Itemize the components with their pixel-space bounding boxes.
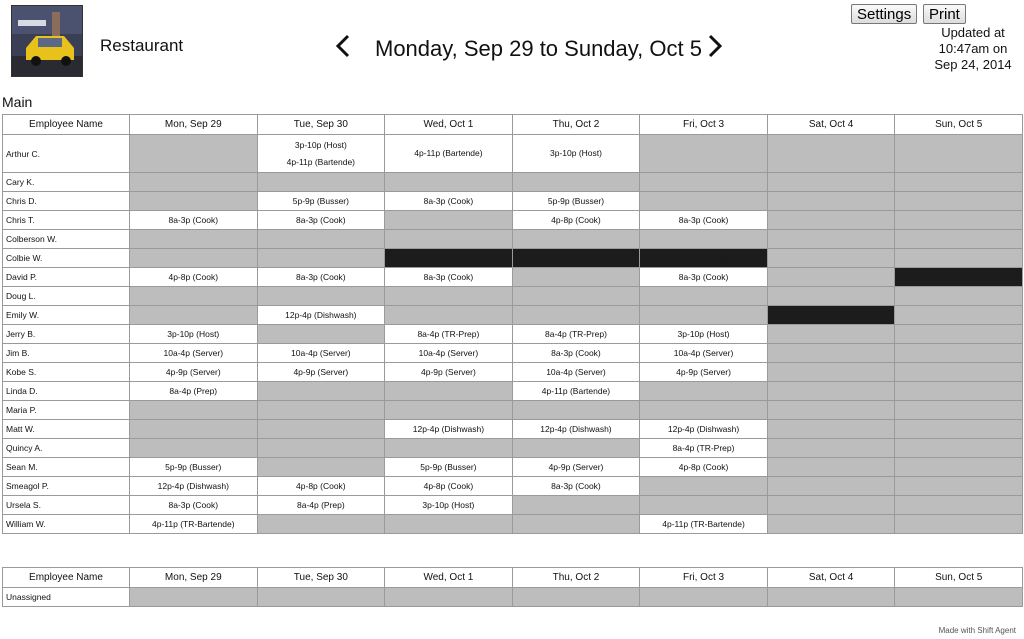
section-title: Main [2,94,33,110]
employee-name: Maria P. [3,401,130,420]
shift-cell[interactable] [385,325,513,344]
date-range-title: Monday, Sep 29 to Sunday, Oct 5 [375,36,702,61]
empty-cell[interactable] [257,382,385,401]
column-header-day: Sun, Oct 5 [895,568,1023,588]
column-header-day: Tue, Sep 30 [257,568,385,588]
empty-cell[interactable] [385,515,513,534]
empty-cell[interactable] [895,496,1023,515]
empty-cell[interactable] [512,230,640,249]
employee-row [3,401,1023,420]
empty-cell[interactable] [767,230,895,249]
employee-row [3,287,1023,306]
shift-cell[interactable] [130,268,258,287]
empty-cell[interactable] [895,325,1023,344]
column-header-day: Thu, Oct 2 [512,568,640,588]
empty-cell[interactable] [895,306,1023,325]
unavailable-cell[interactable] [895,268,1023,287]
shift-cell[interactable] [385,344,513,363]
empty-cell[interactable] [767,173,895,192]
empty-cell[interactable] [767,363,895,382]
empty-cell[interactable] [640,135,768,173]
empty-cell[interactable] [895,135,1023,173]
shift-label: 8a-4p (Prep) [296,499,345,510]
employee-row [3,344,1023,363]
empty-cell[interactable] [895,230,1023,249]
shift-cell[interactable] [385,268,513,287]
updated-timestamp [930,25,1016,73]
employee-row [3,135,1023,173]
shift-cell[interactable] [640,363,768,382]
empty-cell[interactable] [130,439,258,458]
empty-cell[interactable] [895,477,1023,496]
employee-name: Arthur C. [3,135,130,173]
column-header-day: Fri, Oct 3 [640,115,768,135]
empty-cell[interactable] [767,588,895,607]
empty-cell[interactable] [895,344,1023,363]
employee-row [3,382,1023,401]
shift-cell[interactable] [512,458,640,477]
employee-name: Sean M. [3,458,130,477]
empty-cell[interactable] [385,211,513,230]
employee-row [3,230,1023,249]
empty-cell[interactable] [767,249,895,268]
employee-row [3,268,1023,287]
shift-cell[interactable] [257,192,385,211]
shift-cell[interactable] [640,458,768,477]
employee-row [3,306,1023,325]
empty-cell[interactable] [895,249,1023,268]
empty-cell[interactable] [512,588,640,607]
empty-cell[interactable] [257,173,385,192]
shift-label: 4p-9p (Server) [676,366,731,377]
shift-label: 12p-4p (Dishwash) [667,423,740,434]
shift-label: 10a-4p (Server) [418,347,479,358]
shift-cell[interactable] [257,363,385,382]
shift-label: 8a-4p (TR-Prep) [417,328,480,339]
column-header-day: Sat, Oct 4 [767,115,895,135]
shift-label: 3p-10p (Host) [294,139,347,150]
empty-cell[interactable] [257,325,385,344]
empty-cell[interactable] [895,192,1023,211]
empty-cell[interactable] [895,382,1023,401]
shift-label: 8a-3p (Cook) [423,271,474,282]
empty-cell[interactable] [767,401,895,420]
empty-cell[interactable] [130,249,258,268]
shift-label: 8a-3p (Cook) [423,195,474,206]
empty-cell[interactable] [640,306,768,325]
unassigned-label: Unassigned [3,588,130,607]
print-button[interactable]: Print [923,4,966,24]
column-header-day: Thu, Oct 2 [512,115,640,135]
employee-name: Emily W. [3,306,130,325]
empty-cell[interactable] [385,230,513,249]
shift-cell[interactable] [130,496,258,515]
empty-cell[interactable] [257,439,385,458]
empty-cell[interactable] [257,230,385,249]
shift-label: 10a-4p (Server) [546,366,606,377]
column-header-employee: Employee Name [3,115,130,135]
shift-cell[interactable] [512,477,640,496]
unassigned-table [2,567,1023,607]
shift-cell[interactable] [385,458,513,477]
employee-row [3,249,1023,268]
shift-label: 5p-9p (Busser) [165,461,222,472]
empty-cell[interactable] [767,211,895,230]
shift-label: 4p-8p (Cook) [168,271,219,282]
column-header-day: Sat, Oct 4 [767,568,895,588]
shift-cell[interactable] [512,192,640,211]
column-header-day: Wed, Oct 1 [385,115,513,135]
footer-credit: Made with Shift Agent [938,626,1016,635]
empty-cell[interactable] [130,401,258,420]
empty-cell[interactable] [640,382,768,401]
shift-label: 4p-8p (Cook) [296,480,346,491]
shift-cell[interactable] [512,420,640,439]
employee-name: Doug L. [3,287,130,306]
shift-label: 8a-3p (Cook) [296,271,346,282]
shift-label: 4p-9p (Server) [165,366,221,377]
column-header-employee: Employee Name [3,568,130,588]
shift-label: 3p-10p (Host) [677,328,730,339]
empty-cell[interactable] [257,515,385,534]
employee-name: Jim B. [3,344,130,363]
unavailable-cell[interactable] [512,249,640,268]
employee-row [3,211,1023,230]
shift-cell[interactable] [640,211,768,230]
restaurant-logo [11,5,83,77]
empty-cell[interactable] [895,515,1023,534]
shift-label: 12p-4p (Dishwash) [285,309,357,320]
schedule-header-row [3,115,1023,135]
unavailable-cell[interactable] [385,249,513,268]
shift-label: 8a-3p (Cook) [168,499,219,510]
employee-row [3,439,1023,458]
employee-name: Chris T. [3,211,130,230]
shift-cell[interactable] [257,211,385,230]
settings-button[interactable]: Settings [851,4,917,24]
shift-cell[interactable] [385,135,513,173]
empty-cell[interactable] [767,515,895,534]
employee-name: Linda D. [3,382,130,401]
shift-cell[interactable] [512,363,640,382]
shift-label: 8a-3p (Cook) [551,347,601,358]
empty-cell[interactable] [512,173,640,192]
unassigned-header-row [3,568,1023,588]
empty-cell[interactable] [767,496,895,515]
empty-cell[interactable] [512,496,640,515]
empty-cell[interactable] [767,325,895,344]
shift-label: 12p-4p (Dishwash) [540,423,612,434]
empty-cell[interactable] [385,439,513,458]
empty-cell[interactable] [385,382,513,401]
shift-cell[interactable] [130,458,258,477]
unavailable-cell[interactable] [767,306,895,325]
shift-cell[interactable] [257,344,385,363]
employee-name: David P. [3,268,130,287]
employee-row [3,496,1023,515]
shift-label: 8a-3p (Cook) [296,214,346,225]
empty-cell[interactable] [130,173,258,192]
empty-cell[interactable] [895,420,1023,439]
shift-cell[interactable] [640,249,768,268]
shift-cell[interactable] [257,496,385,515]
updated-line-1: Updated at [941,25,1005,40]
empty-cell[interactable] [512,306,640,325]
empty-cell[interactable] [385,401,513,420]
column-header-day: Wed, Oct 1 [385,568,513,588]
empty-cell[interactable] [385,306,513,325]
shift-label: 4p-8p (Cook) [551,214,601,225]
empty-cell[interactable] [257,458,385,477]
column-header-day: Mon, Sep 29 [130,568,258,588]
employee-name: Smeagol P. [3,477,130,496]
shift-cell[interactable] [130,477,258,496]
empty-cell[interactable] [130,135,258,173]
next-week-button[interactable] [706,33,724,59]
empty-cell[interactable] [130,420,258,439]
shift-cell[interactable] [512,382,640,401]
shift-cell[interactable] [640,325,768,344]
chevron-left-icon [334,33,352,59]
shift-label: 8a-3p (Cook) [678,271,729,282]
employee-row [3,515,1023,534]
empty-cell[interactable] [767,477,895,496]
empty-cell[interactable] [130,192,258,211]
shift-label: 10a-4p (Server) [291,347,351,358]
shift-label: 4p-9p (Server) [293,366,349,377]
empty-cell[interactable] [130,230,258,249]
shift-label: 4p-11p (Bartende) [286,156,356,167]
empty-cell[interactable] [257,588,385,607]
shift-cell[interactable] [385,477,513,496]
shift-label: 8a-4p (Prep) [169,385,218,396]
empty-cell[interactable] [895,211,1023,230]
shift-label: 8a-3p (Cook) [678,214,729,225]
shift-cell[interactable] [640,515,768,534]
shift-label: 12p-4p (Dishwash) [157,480,229,491]
schedule-table [2,114,1023,534]
shift-label: 3p-10p (Host) [422,499,475,510]
shift-label: 10a-4p (Server) [163,347,224,358]
empty-cell[interactable] [767,192,895,211]
employee-name: Colberson W. [3,230,130,249]
shift-label: 12p-4p (Dishwash) [412,423,485,434]
employee-name: Quincy A. [3,439,130,458]
empty-cell[interactable] [895,287,1023,306]
shift-cell[interactable] [130,515,258,534]
shift-cell[interactable] [130,344,258,363]
shift-cell[interactable] [512,135,640,173]
empty-cell[interactable] [767,458,895,477]
shift-label: 4p-8p (Cook) [423,480,474,491]
shift-cell[interactable] [257,268,385,287]
empty-cell[interactable] [895,363,1023,382]
restaurant-name: Restaurant [100,36,184,55]
employee-row [3,477,1023,496]
updated-line-3: Sep 24, 2014 [934,57,1012,72]
shift-cell[interactable] [640,439,768,458]
shift-label: 4p-8p (Cook) [678,461,729,472]
shift-label: 8a-3p (Cook) [168,214,219,225]
shift-label: 4p-11p (Bartende) [414,148,483,158]
employee-row [3,192,1023,211]
employee-name: William W. [3,515,130,534]
empty-cell[interactable] [767,268,895,287]
empty-cell[interactable] [640,230,768,249]
empty-cell[interactable] [640,287,768,306]
shift-label: 8a-4p (TR-Prep) [672,442,735,453]
empty-cell[interactable] [512,401,640,420]
empty-cell[interactable] [640,588,768,607]
empty-cell[interactable] [895,458,1023,477]
column-header-day: Tue, Sep 30 [257,115,385,135]
shift-label: 8a-4p (TR-Prep) [545,328,607,339]
shift-cell[interactable] [640,268,768,287]
empty-cell[interactable] [767,439,895,458]
empty-cell[interactable] [895,173,1023,192]
employee-name: Chris D. [3,192,130,211]
empty-cell[interactable] [640,401,768,420]
shift-cell[interactable] [130,325,258,344]
shift-label: 10a-4p (Server) [673,347,734,358]
prev-week-button[interactable] [334,33,352,59]
shift-label: 4p-11p (TR-Bartende) [152,518,235,529]
shift-label: 8a-3p (Cook) [551,480,601,491]
shift-label: 5p-9p (Busser) [547,195,605,206]
empty-cell[interactable] [257,249,385,268]
empty-cell[interactable] [512,268,640,287]
empty-cell[interactable] [385,287,513,306]
empty-cell[interactable] [895,401,1023,420]
shift-cell[interactable] [640,344,768,363]
empty-cell[interactable] [130,306,258,325]
shift-cell[interactable] [640,420,768,439]
empty-cell[interactable] [512,287,640,306]
empty-cell[interactable] [257,401,385,420]
shift-label: 4p-9p (Server) [421,366,476,377]
empty-cell[interactable] [385,588,513,607]
shift-cell[interactable] [385,420,513,439]
empty-cell[interactable] [640,477,768,496]
empty-cell[interactable] [767,135,895,173]
employee-row [3,325,1023,344]
empty-cell[interactable] [767,420,895,439]
empty-cell[interactable] [257,287,385,306]
employee-name: Cary K. [3,173,130,192]
shift-cell[interactable] [130,211,258,230]
unassigned-row [3,588,1023,607]
employee-name: Matt W. [3,420,130,439]
shift-label: 3p-10p (Host) [549,148,602,158]
empty-cell[interactable] [512,515,640,534]
empty-cell[interactable] [767,344,895,363]
shift-cell[interactable] [512,211,640,230]
empty-cell[interactable] [895,588,1023,607]
shift-label: 4p-11p (TR-Bartende) [662,518,745,529]
shift-cell[interactable] [385,192,513,211]
empty-cell[interactable] [767,287,895,306]
employee-name: Colbie W. [3,249,130,268]
shift-cell[interactable] [130,382,258,401]
column-header-day: Fri, Oct 3 [640,568,768,588]
column-header-day: Sun, Oct 5 [895,115,1023,135]
shift-label: 4p-11p (Bartende) [541,385,611,396]
column-header-day: Mon, Sep 29 [130,115,258,135]
empty-cell[interactable] [257,420,385,439]
shift-cell[interactable] [130,363,258,382]
shift-label: 5p-9p (TR-Busser) [668,252,739,263]
empty-cell[interactable] [640,192,768,211]
updated-line-2: 10:47am on [938,41,1008,56]
empty-cell[interactable] [640,496,768,515]
shift-cell[interactable] [385,496,513,515]
shift-cell[interactable] [257,306,385,325]
shift-cell[interactable] [512,344,640,363]
shift-cell[interactable] [512,325,640,344]
employee-row [3,363,1023,382]
empty-cell[interactable] [640,173,768,192]
shift-label: 5p-9p (Busser) [292,195,349,206]
shift-label: 5p-9p (Busser) [420,461,477,472]
employee-name: Ursela S. [3,496,130,515]
empty-cell[interactable] [512,439,640,458]
shift-cell[interactable] [385,363,513,382]
employee-row [3,173,1023,192]
shift-label: 3p-10p (Host) [167,328,220,339]
employee-row [3,458,1023,477]
empty-cell[interactable] [130,287,258,306]
empty-cell[interactable] [385,173,513,192]
shift-cell[interactable] [257,135,385,173]
chevron-right-icon [706,33,724,59]
empty-cell[interactable] [895,439,1023,458]
shift-label: 4p-9p (Server) [548,461,604,472]
empty-cell[interactable] [130,588,258,607]
employee-row [3,420,1023,439]
empty-cell[interactable] [767,382,895,401]
shift-cell[interactable] [257,477,385,496]
employee-name: Jerry B. [3,325,130,344]
employee-name: Kobe S. [3,363,130,382]
